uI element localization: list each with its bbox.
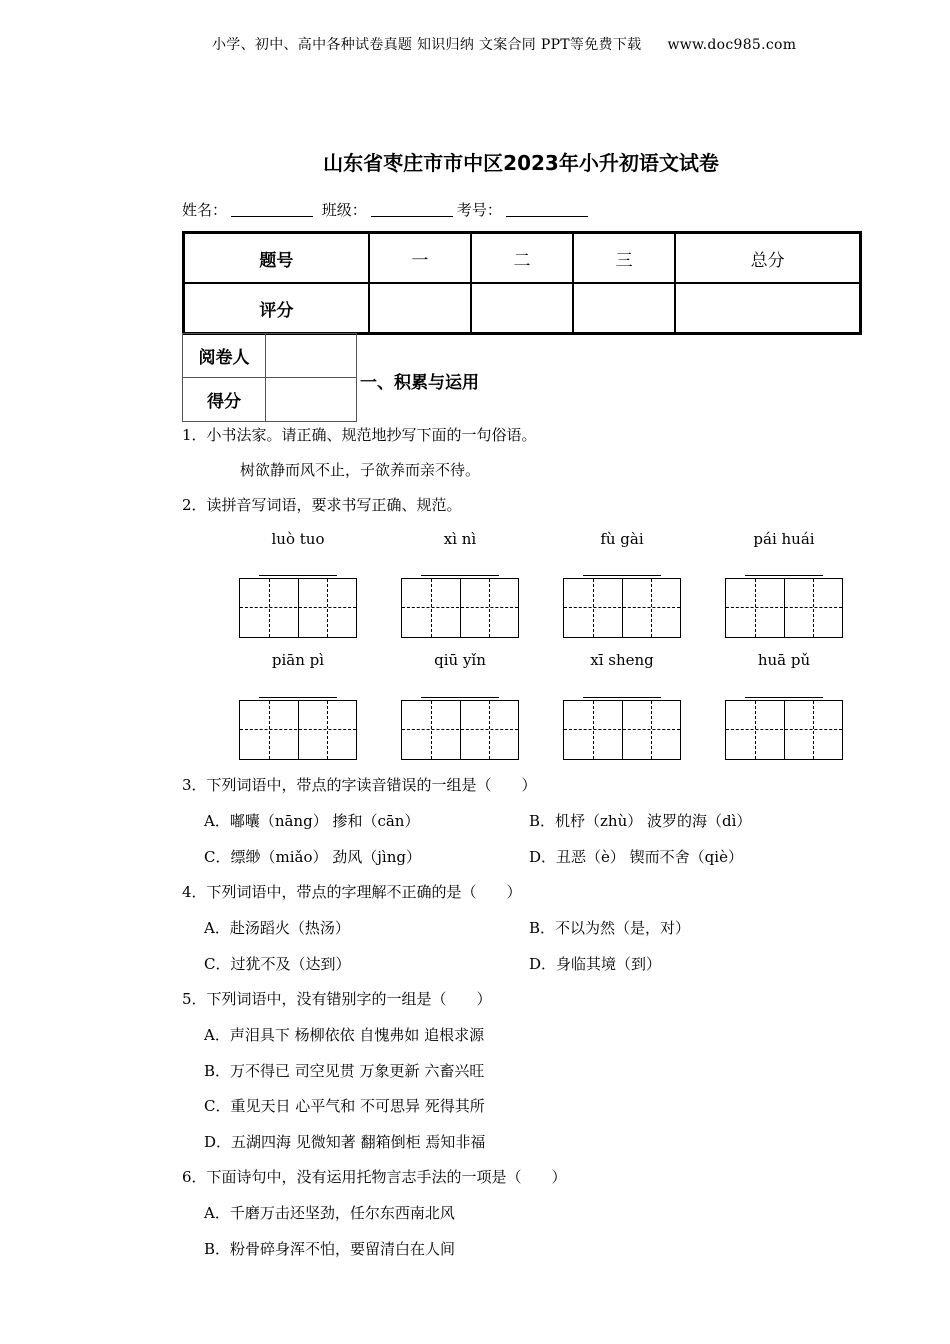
q5-stem: 5．下列词语中，没有错别字的一组是（ ）: [182, 990, 492, 1008]
q4-option-b[interactable]: B．不以为然（是，对）: [529, 919, 691, 937]
reviewer-input[interactable]: [266, 334, 357, 378]
q5-option-a[interactable]: A．声泪具下 杨柳依依 自愧弗如 追根求源: [204, 1026, 485, 1044]
answer-underline: [583, 575, 661, 576]
writing-grid[interactable]: [401, 578, 519, 638]
q1-stem: 1．小书法家。请正确、规范地抄写下面的一句俗语。: [182, 426, 537, 444]
answer-underline: [583, 697, 661, 698]
answer-underline: [259, 575, 337, 576]
q5-option-b[interactable]: B．万不得已 司空见贯 万象更新 六畜兴旺: [204, 1062, 485, 1080]
score-cell: 一: [369, 233, 471, 283]
score-input[interactable]: [369, 283, 471, 333]
class-blank[interactable]: [371, 202, 453, 217]
grader-score-input[interactable]: [266, 378, 357, 422]
number-blank[interactable]: [506, 202, 588, 217]
answer-underline: [421, 697, 499, 698]
pinyin-label: xī sheng: [590, 651, 654, 669]
name-blank[interactable]: [231, 202, 313, 217]
pinyin-label: qiū yǐn: [434, 651, 486, 669]
writing-grid[interactable]: [401, 700, 519, 760]
score-row-label: 评分: [184, 283, 369, 333]
answer-underline: [421, 575, 499, 576]
pinyin-label: piān pì: [271, 651, 325, 669]
q4-option-d[interactable]: D．身临其境（到）: [529, 955, 662, 973]
q2-stem: 2．读拼音写词语，要求书写正确、规范。: [182, 496, 462, 514]
grader-score-label: 得分: [183, 378, 266, 422]
writing-grid[interactable]: [239, 578, 357, 638]
page-header: [212, 34, 796, 54]
name-label: 姓名：: [182, 201, 228, 219]
score-table: [182, 231, 862, 335]
writing-grid[interactable]: [725, 700, 843, 760]
pinyin-label: luò tuo: [271, 530, 325, 548]
score-header-row: [184, 233, 860, 283]
q5-option-c[interactable]: C．重见天日 心平气和 不可思异 死得其所: [204, 1097, 485, 1115]
answer-underline: [259, 697, 337, 698]
grader-table: [182, 333, 357, 422]
score-value-row: [184, 283, 860, 333]
writing-grid[interactable]: [563, 700, 681, 760]
score-input[interactable]: [471, 283, 573, 333]
q4-stem: 4．下列词语中，带点的字理解不正确的是（ ）: [182, 883, 522, 901]
number-label: 考号：: [456, 201, 502, 219]
pinyin-label: huā pǔ: [757, 651, 811, 669]
score-cell: 总分: [675, 233, 860, 283]
pinyin-label: xì nì: [443, 530, 477, 548]
score-cell: 二: [471, 233, 573, 283]
q6-option-b[interactable]: B．粉骨碎身浑不怕，要留清白在人间: [204, 1240, 456, 1258]
answer-underline: [745, 697, 823, 698]
score-cell: 题号: [184, 233, 369, 283]
header-url[interactable]: www.doc985.com: [667, 37, 797, 53]
q3-option-b[interactable]: B．机杼（zhù） 波罗的海（dì）: [529, 812, 752, 830]
score-input[interactable]: [573, 283, 675, 333]
q6-option-a[interactable]: A．千磨万击还坚劲，任尔东西南北风: [204, 1204, 455, 1222]
q3-stem: 3．下列词语中，带点的字读音错误的一组是（ ）: [182, 776, 537, 794]
header-text: 小学、初中、高中各种试卷真题 知识归纳 文案合同 PPT等免费下载: [212, 37, 642, 53]
writing-grid[interactable]: [239, 700, 357, 760]
q5-option-d[interactable]: D．五湖四海 见微知著 翻箱倒柜 焉知非福: [204, 1133, 486, 1151]
q3-option-d[interactable]: D．丑恶（è） 锲而不舍（qiè）: [529, 848, 743, 866]
q4-option-c[interactable]: C．过犹不及（达到）: [204, 955, 351, 973]
student-info: [182, 199, 592, 220]
reviewer-label: 阅卷人: [183, 334, 266, 378]
q1-text: 树欲静而风不止，子欲养而亲不待。: [240, 461, 481, 479]
q4-option-a[interactable]: A．赴汤蹈火（热汤）: [204, 919, 350, 937]
exam-title: 山东省枣庄市市中区2023年小升初语文试卷: [323, 151, 719, 175]
pinyin-label: pái huái: [753, 530, 815, 548]
pinyin-label: fù gài: [600, 530, 644, 548]
answer-underline: [745, 575, 823, 576]
writing-grid[interactable]: [725, 578, 843, 638]
writing-grid[interactable]: [563, 578, 681, 638]
class-label: 班级：: [321, 201, 367, 219]
score-input[interactable]: [675, 283, 860, 333]
q6-stem: 6．下面诗句中，没有运用托物言志手法的一项是（ ）: [182, 1168, 567, 1186]
q3-option-c[interactable]: C．缥缈（miǎo） 劲风（jìng）: [204, 848, 421, 866]
q3-option-a[interactable]: A．嘟囔（nāng） 掺和（cān）: [204, 812, 420, 830]
section-heading: 一、积累与运用: [360, 373, 479, 393]
score-cell: 三: [573, 233, 675, 283]
